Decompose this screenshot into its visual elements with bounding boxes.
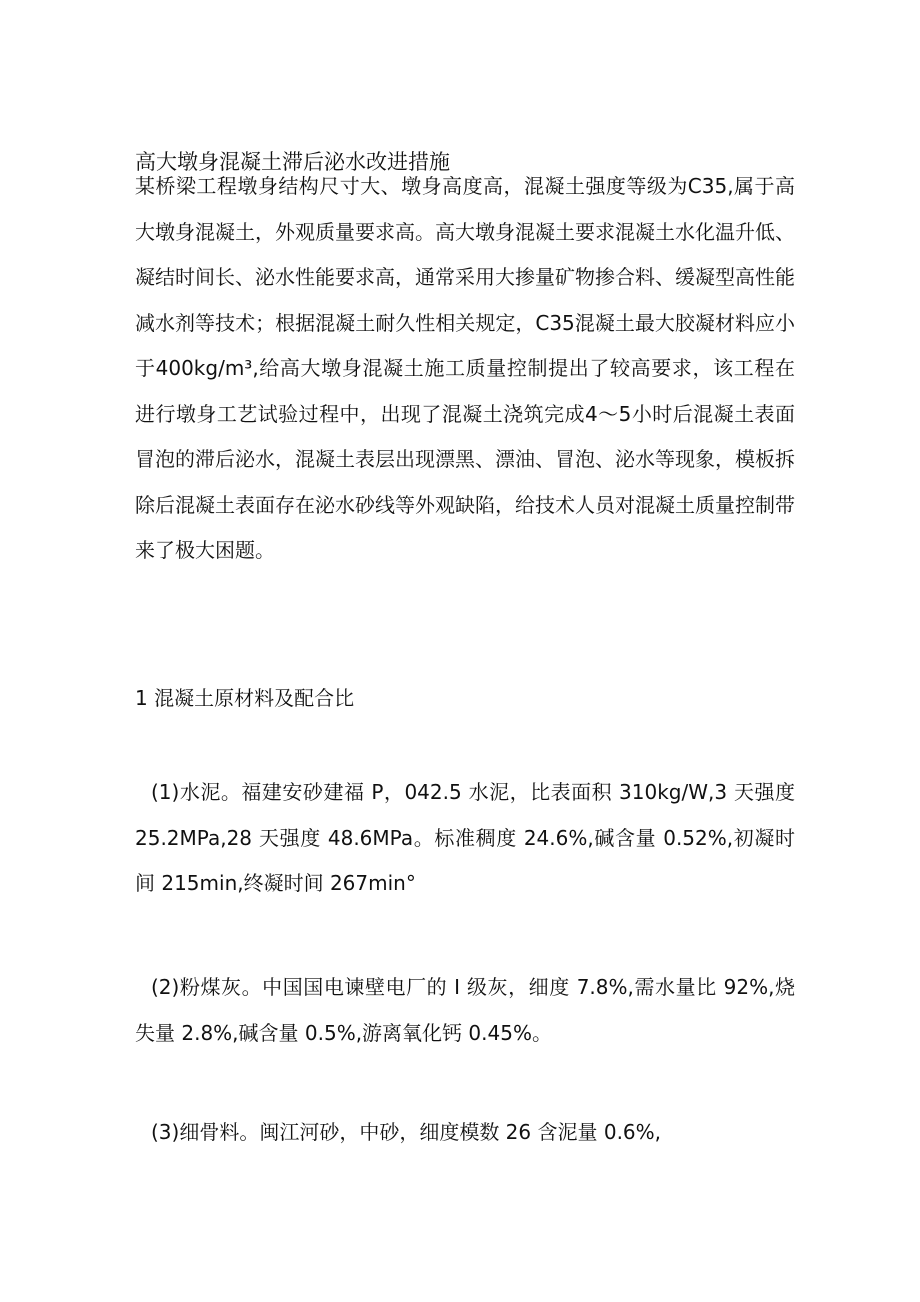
intro-paragraph: 某桥梁工程墩身结构尺寸大、墩身高度高，混凝土强度等级为C35,属于高大墩身混凝土，外观质量要求高。高大墩身混凝土要求混凝土水化温升低、凝结时间长、泌水性能要求高，通常采用大掺量矿物掺合料、缓凝型高性能减水剂等技术；根据混凝土耐久性相关规定，C35混凝土最大胶凝材料应小于400kg/m³,给高大墩身混凝土施工质量控制提出了较高要求，该工程在进行墩身工艺试验过程中，出现了混凝土浇筑完成4～5小时后混凝土表面冒泡的滞后泌水，混凝土表层出现漂黑、漂油、冒泡、泌水等现象，模板拆除后混凝土表面存在泌水砂线等外观缺陷，给技术人员对混凝土质量控制带来了极大困题。	[135, 174, 795, 562]
list-item-fine-aggregate: (3)细骨料。闽江河砂，中砂，细度模数 26 含泥量 0.6%,	[151, 1120, 662, 1144]
list-item-cement: (1)水泥。福建安砂建福 P，042.5 水泥，比表面积 310kg/W,3 天强度 25.2MPa,28 天强度 48.6MPa。标准稠度 24.6%,碱含量 0.52%,初凝时间 215min,终凝时间 267min°	[135, 780, 795, 895]
list-item-fly-ash: (2)粉煤灰。中国国电谏壁电厂的 I 级灰，细度 7.8%,需水量比 92%,烧失量 2.8%,碱含量 0.5%,游离氧化钙 0.45%。	[135, 975, 795, 1045]
section-heading: 1 混凝土原材料及配合比	[135, 686, 355, 710]
document-title: 高大墩身混凝土滞后泌水改进措施	[135, 150, 450, 174]
